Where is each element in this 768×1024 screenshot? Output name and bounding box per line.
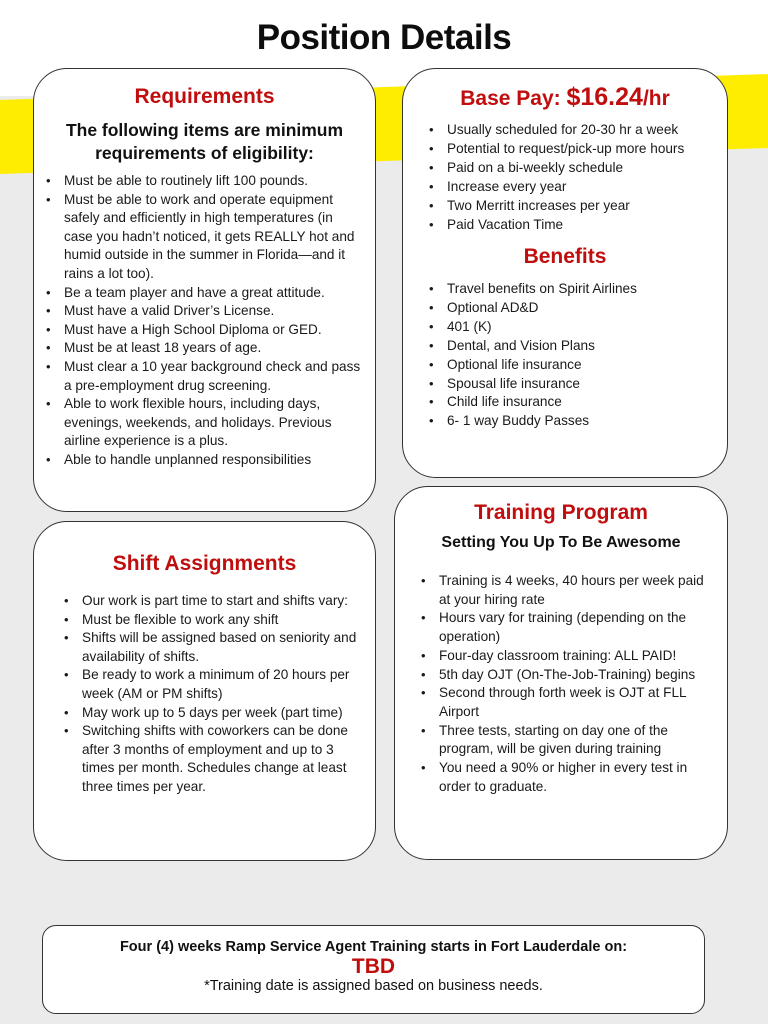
list-item: • Four-day classroom training: ALL PAID!: [419, 647, 717, 666]
list-item: • Our work is part time to start and shifts vary:: [62, 592, 361, 611]
base-pay-unit: /hr: [642, 87, 670, 110]
list-item: • Able to handle unplanned responsibilities: [44, 451, 365, 470]
list-item: • Be ready to work a minimum of 20 hours per week (AM or PM shifts): [62, 666, 361, 703]
list-item: • Optional AD&D: [427, 299, 715, 318]
announcement-text: Four (4) weeks Ramp Service Agent Training starts in Fort Lauderdale on:: [119, 939, 628, 955]
list-item: • Must be at least 18 years of age.: [44, 339, 365, 358]
list-item: • Travel benefits on Spirit Airlines: [427, 280, 715, 299]
training-list: [419, 572, 717, 796]
list-item: • 401 (K): [427, 318, 715, 337]
list-item: • Must have a High School Diploma or GED.: [44, 321, 365, 340]
list-item: • Two Merritt increases per year: [427, 196, 715, 215]
training-date-note: *Training date is assigned based on business needs.: [204, 978, 543, 994]
list-item: • You need a 90% or higher in every test in order to graduate.: [419, 759, 717, 796]
list-item: • 5th day OJT (On-The-Job-Training) begins: [419, 666, 717, 685]
base-pay-heading: [403, 83, 727, 112]
requirements-card: [33, 68, 376, 512]
list-item: • Paid on a bi-weekly schedule: [427, 158, 715, 177]
list-item: • Paid Vacation Time: [427, 215, 715, 234]
list-item: • Dental, and Vision Plans: [427, 337, 715, 356]
benefits-heading: Benefits: [523, 245, 607, 268]
list-item: • Able to work flexible hours, including days, evenings, weekends, and holidays. Previous airline experience is a plus.: [44, 395, 365, 451]
base-pay-label: Base Pay:: [460, 87, 561, 110]
shift-assignments-card: [33, 521, 376, 861]
requirements-heading: Requirements: [134, 85, 275, 108]
list-item: • Must be flexible to work any shift: [62, 611, 361, 630]
list-item: • Hours vary for training (depending on the operation): [419, 609, 717, 646]
list-item: • Switching shifts with coworkers can be done after 3 months of employment and up to 3 times per month. Schedules change at least three times per year.: [62, 722, 361, 796]
list-item: • Training is 4 weeks, 40 hours per week paid at your hiring rate: [419, 572, 717, 609]
list-item: • Usually scheduled for 20-30 hr a week: [427, 120, 715, 139]
list-item: • Spousal life insurance: [427, 375, 715, 394]
training-subheading: Setting You Up To Be Awesome: [441, 534, 681, 551]
pay-list: [427, 120, 715, 234]
training-date: TBD: [351, 955, 396, 978]
shift-list: [62, 592, 361, 797]
list-item: • Potential to request/pick-up more hours: [427, 139, 715, 158]
list-item: • Must clear a 10 year background check and pass a pre-employment drug screening.: [44, 358, 365, 395]
list-item: • Must be able to work and operate equipment safely and efficiently in high temperatures (in case you hadn’t noticed, it gets REALLY hot and humid outside in the summer in Florida—and it rains a lot too).: [44, 191, 365, 284]
benefits-list: [427, 280, 715, 431]
list-item: • 6- 1 way Buddy Passes: [427, 412, 715, 431]
training-program-card: [394, 486, 728, 860]
training-start-announcement: [42, 925, 705, 1014]
list-item: • Optional life insurance: [427, 356, 715, 375]
list-item: • Second through forth week is OJT at FLL Airport: [419, 684, 717, 721]
list-item: • Be a team player and have a great attitude.: [44, 284, 365, 303]
list-item: • May work up to 5 days per week (part time): [62, 704, 361, 723]
base-pay-amount: $16.24: [566, 83, 643, 111]
requirements-list: [44, 172, 365, 470]
list-item: • Increase every year: [427, 177, 715, 196]
list-item: • Must have a valid Driver’s License.: [44, 302, 365, 321]
list-item: • Three tests, starting on day one of the program, will be given during training: [419, 722, 717, 759]
list-item: • Shifts will be assigned based on seniority and availability of shifts.: [62, 629, 361, 666]
list-item: • Child life insurance: [427, 393, 715, 412]
training-heading: Training Program: [474, 501, 648, 524]
page-title: Position Details: [256, 18, 512, 57]
pay-benefits-card: [402, 68, 728, 478]
shift-heading: Shift Assignments: [112, 552, 297, 575]
requirements-intro: The following items are minimum requirements of eligibility:: [65, 120, 344, 163]
list-item: • Must be able to routinely lift 100 pounds.: [44, 172, 365, 191]
